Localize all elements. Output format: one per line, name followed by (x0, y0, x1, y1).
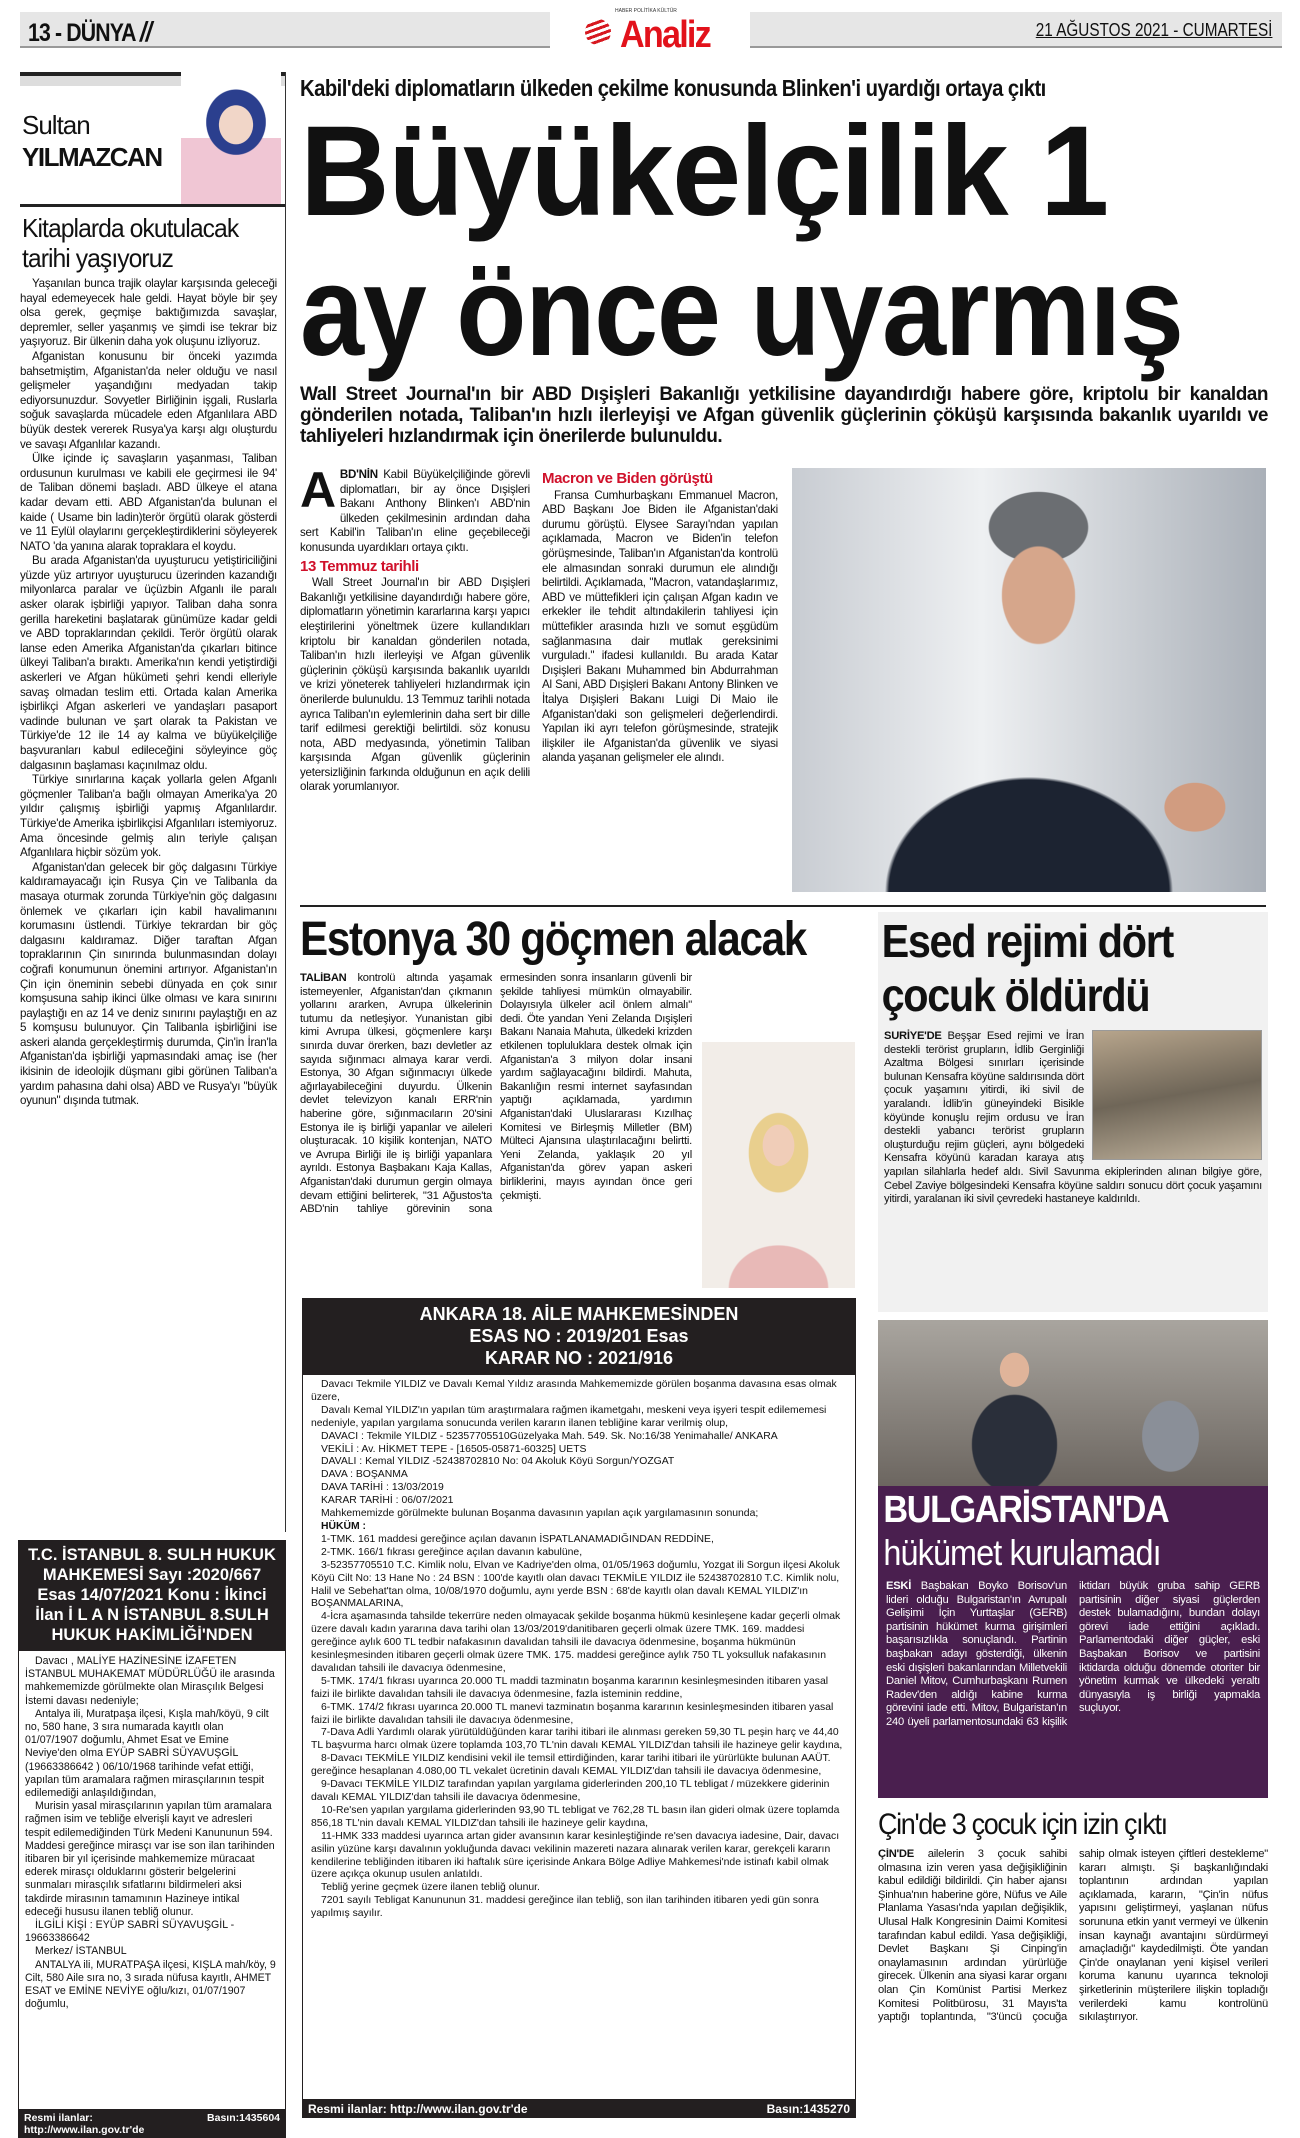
bulgaria-article (878, 1320, 1268, 1798)
notice-paragraph: Antalya ili, Muratpaşa ilçesi, Kışla mah/köyü, 9 cilt no, 580 hane, 3 sıra numarada kayıtlı olan 01/07/1907 doğumlu, Ahmet Esat ve Emine Neviye'den olma EYÜP SABRİ SÜYAVUŞGİL (19663386642 ) 06/10/1968 tarihinde vefat ettiği, yapılan tüm aramalara rağmen mirasçılarının tespit edilemediği anlaşıldığından, (25, 1707, 269, 1800)
notice-paragraph: VEKİLİ : Av. HİKMET TEPE - [16505-05871-60325] UETS (321, 1443, 587, 1455)
notice-paragraph: DAVACI : Tekmile YILDIZ - 52357705510Güzelyaka Mah. 549. Sk. No:16/38 Yenimahalle/ ANKARA (321, 1430, 778, 1442)
subheading: 13 Temmuz tarihli (300, 557, 419, 575)
logo-icon (585, 19, 611, 45)
estonia-article (300, 912, 855, 1292)
notice-paragraph: DAVA TARİHİ : 13/03/2019 (321, 1482, 444, 1494)
notice-footer (302, 2100, 856, 2118)
column-paragraph: Afganistan konusunu bir önceki yazımda bahsetmiştim, Afganistan'da neler olduğu ve nasıl gelişmeler yaşandığını medyadan takip ediyorsunuzdur. Sovyetler Birliğinin işgali, Ruslarla soğuk savaşlarda mücadele eden Afganlılara ABD büyük destek vererek Rusya'ya karşı algı oluşturdu ve savaşı Afganlılar kazandı. (20, 349, 277, 451)
column-paragraph: Afganistan'dan gelecek bir göç dalgasını Türkiye kaldıramayacağı için Rusya Çin ve Talibanla da masaya oturmak zorunda Türkiye'nin göç dalgasını önlemek ve çıkarları için kabil havalimanını korumasını üstlendi. Türkiye tekrardan bir göç dalgasını kaldıramaz. Diğer taraftan Afgan topraklarının Çin sınırında bulunmasından dolayı coğrafi konumunun önemini artırıyor. Afganistan'ın Çin için öneminin sebebi dünyada en çok sınır komşusuna sahip ikinci ülke olması ve kara sınırını paylaştığı en az 14 ve deniz sınırını paylaştığı en az 5 komşusu bulunuyor. Çin Talibanla işbirliğini ise askeri alanda gerçekleştirmiş durumda, Çin'in İran'la Afganistan'da işbirliği yapmasındaki amaç ise (her ikisinin de ideolojik düşmanı gibi görünen Taliban'a yardım pahasına dahi olsa) ABD ve Rusya'yı "büyük oyunun" dışında tutmak. (20, 860, 277, 1108)
page-number: 13 - DÜNYA (28, 19, 135, 47)
section-divider (300, 905, 1266, 907)
drop-cap: A (300, 468, 336, 518)
column-title: Kitaplarda okutulacak tarihi yaşıyoruz (22, 213, 239, 273)
notice-paragraph: Mahkememizde görülmekte bulunan Boşanma davasının yapılan açık yargılamasının sonunda; (321, 1508, 759, 1520)
logo-tagline: HABER POLİTİKA KÜLTÜR (615, 7, 677, 14)
notice-paragraph: 7201 sayılı Tebligat Kanununun 31. maddesi gereğince ilan tebliğ, son ilan tarihinden itibaren yedi gün sonra yapılmış sayılır. (311, 1895, 819, 1920)
notice-footer-link[interactable]: Resmi ilanlar: http://www.ilan.gov.tr'de (308, 2102, 528, 2116)
notice-paragraph: 8-Davacı TEKMİLE YILDIZ kendisini vekil ile temsil ettirdiğinden, karar tarihi itibari ile yürürlükte bulunan AAÜT. gereğince hesaplanan 4.080,00 TL vekalet ücretinin davalı KEMAL YILDIZ'dan tahsili ile davacıya ödenmesine, (311, 1753, 831, 1778)
column-paragraph: Bu arada Afganistan'da uyuşturucu yetiştiriciliğini yüzde yüz artırıyor uyuşturucu üzerinden kazandığı milyonlarca paralar ve üçüzbin Afganlı ile paralı asker olarak işbirliği yapıyor. Taliban daha sonra gerilla hareketini başlatarak günümüze kadar geldi ve ABD topraklarından çekildi. Terör örgütü olarak lanse eden Amerika Afganistan'da çıkarları bitince ülkeyi Taliban'a bıraktı. Amerika'nın kendi yetiştirdiği askerleri ve Afgan hükümeti şehri kendi elleriyle savaş olmadan teslim etti. Ortada kalan Amerika işbirlikçi Afgan askerleri ve yandaşları pasaport vadinde bulunan ve şart olarak ta Pakistan ve Türkiye'de 12 ile 14 ay kalma ve büyükelçiliğe başvuranları kabul edileceğini söyleyince göç dalgasının başlaması kaçınılmaz oldu. (20, 554, 277, 772)
destroyed-classroom-photo (1092, 1030, 1262, 1160)
notice-heading: T.C. İSTANBUL 8. SULH HUKUK MAHKEMESİ Sayı :2020/667 Esas 14/07/2021 Konu : İkinci İlan İ L A N İSTANBUL 8.SULH HUKUK HAKİMLİĞİ'NDEN (18, 1540, 286, 1650)
notice-heading-line: ESAS NO : 2019/201 Esas (469, 1326, 689, 1346)
notice-paragraph: KARAR TARİHİ : 06/07/2021 (321, 1495, 454, 1507)
notice-press-code: Basın:1435270 (766, 2102, 850, 2116)
notice-paragraph: 7-Dava Adli Yardımlı olarak yürütüldüğünden karar tarihi itibari ile alınması gereken 59,30 TL peşin harç ve 44,40 TL başvurma harcı olmak üzere toplamda 103,70 TL'nin davalı KEMAL YILDIZ'dan tahsili ile hazineye gelir kaydına, (311, 1727, 843, 1752)
article-headline-line-2: ay önce uyarmış (300, 240, 1183, 383)
bulgaria-headline-line-2: hükümet kurulamadı (883, 1532, 1161, 1573)
author-photo (181, 72, 281, 204)
article-kicker: Kabil'deki diplomatların ülkeden çekilme konusunda Blinken'i uyardığı ortaya çıktı (300, 75, 1046, 101)
notice-paragraph: 3-52357705510 T.C. Kimlik nolu, Elvan ve Kadriye'den olma, 01/05/1963 doğumlu, Yozgat ili Sorgun ilçesi Akoluk Köyü Cilt No: 13 Hane No : 24 BSN : 100'de kayıtlı olan davacı TEKMİLE YILDIZ ile 52438702810 T.C. Kimlik nolu, Halil ve Sebehat'tan olma, 10/08/1970 doğumlu, aynı yerde BSN : 68'de kayıtlı olan davalı KEMAL YILDIZ'ın BOŞANMALARINA, (311, 1559, 840, 1610)
bulgaria-headline-line-1: BULGARİSTAN'DA (883, 1489, 1169, 1531)
bulgaria-body (878, 1574, 1268, 1796)
issue-date: 21 AĞUSTOS 2021 - CUMARTESİ (1035, 20, 1272, 40)
column-paragraph: Ülke içinde iç savaşların yaşanması, Taliban ordusunun kurulması ve kabili ele geçirmesi ile 94' de Taliban dönemi başladı. ABD ülkeye el atana kadar devam etti. ABD Afganistan'da bulunan el kaide ( Usame bin ladin)terör örgütü olarak gösterdi ve 11 Eylül olaylarını gerçekleştirdiklerini söyleyerek NATO 'da yanına alarak topraklara el koydu. (20, 452, 277, 553)
notice-body (18, 1650, 286, 2110)
notice-paragraph: ANTALYA ili, MURATPAŞA ilçesi, KIŞLA mah/köy, 9 Cilt, 580 Aile sıra no, 3 sırada nüfusa kayıtlı, AHMET ESAT ve EMİNE NEVİYE oğlu/kızı, 01/07/1907 doğumlu, (25, 1958, 276, 2011)
newspaper-logo (550, 7, 750, 56)
column-body (20, 277, 285, 1522)
notice-heading-line: KARAR NO : 2021/916 (484, 1348, 674, 1368)
syria-article (878, 912, 1268, 1312)
opinion-column (20, 72, 286, 1532)
syria-text: Beşşar Esed rejimi ve İran destekli terörist grupların, İdlib Gerginliği Azaltma Bölgesi sınırları içerisinde bulunan Kensafra köyüne saldırısında dört çocuk yaşamını yitirdi, iki sivil de yaralandı. İdlib'in güneyindeki Bisikle köyünde konuşlu rejim ordusu ve İran destekli yabancı terörist grupların oluşturduğu rejim güçleri, aynı bölgedeki Kensafra köyünü karadan karaya atış yapılan silahlarla hedef aldı. Sivil Savunma ekiplerinden alınan bilgiye göre, Cebel Zaviye bölgesindeki Kensafra köyüne saldırı sonucu dört çocuk yaşamını yitirdi, yaralanan iki sivil çevredeki hastaneye kaldırıldı. (884, 1030, 1262, 1206)
estonia-headline: Estonya 30 göçmen alacak (300, 913, 806, 966)
article-paragraph: Fransa Cumhurbaşkanı Emmanuel Macron, ABD Başkanı Joe Biden ile Afganistan'daki durumu görüştü. Elysee Sarayı'ndan yapılan açıklamada, Macron ve Biden'in telefon görüşmesinde, Taliban'ın Afganistan'da kontrolü ele almasından sonraki durumun ele alındığı belirtildi. Açıklamada, "Macron, vatandaşlarımız, ABD ve müttefikleri için çalışan Afgan kadın ve erkekler ile tehdit altındakilerin tahliyesi için müttefikler arasında hızlı ve somut eşgüdüm sağlanmasına dair mutlak gereksinimi vurguladı." ifadesi kullanıldı. Bu arada Katar Dışişleri Bakanı Muhammed bin Abdurrahman Al Sani, ABD Dışişleri Bakanı Antony Blinken ve İtalya Dışişleri Bakanı Luigi Di Maio ile Afganistan'daki son gelişmeleri değerlendirdi. Yapılan iki ayrı telefon görüşmesinde, stratejik ilişkiler ile Afganistan'da güvenlik ve siyasi alanda yaşanan gelişmeler ele alındı. (542, 488, 778, 765)
borisov-voting-photo (878, 1320, 1268, 1486)
logo-text: Analiz (620, 13, 710, 56)
notice-paragraph: 10-Re'sen yapılan yargılama giderlerinden 93,90 TL tebligat ve 762,28 TL basın ilan gideri olmak üzere toplamda 856,18 TL'nin davalı KEMAL YILDIZ'dan tahsili ile hazineye gelir kaydına, (311, 1804, 840, 1829)
istanbul-court-notice (18, 1540, 286, 2136)
notice-heading (302, 1298, 856, 1374)
subheading: Macron ve Biden görüştü (542, 470, 713, 487)
intro-text: Kabil Büyükelçiliğinde görevli diplomatları, bir ay önce Dışişleri Bakanı Anthony Blinken'ı ABD'nin ülkeden çekilmesinin ardından daha sert Kabil'in Taliban'ın eline geçebileceği konusunda uyardıkları ortaya çıktı. (300, 468, 530, 554)
ankara-court-notice (302, 1298, 856, 2124)
article-column-2 (542, 468, 778, 898)
lead-bold: ESKİ (886, 1580, 912, 1592)
lead-bold: TALİBAN (300, 972, 347, 984)
article-lead: Wall Street Journal'ın bir ABD Dışişleri Bakanlığı yetkilisine dayandırdığı habere göre, kriptolu bir kanaldan gönderilen notada, Taliban'ın hızlı ilerleyişi ve Afgan güvenlik güçlerinin çöküşü karşısında bakanlık uyarıldı ve tahliyeleri hızlandırmak için önerilerde bulunuldu. (300, 384, 1268, 447)
slashes: // (139, 16, 152, 47)
notice-paragraph: 11-HMK 333 maddesi uyarınca artan gider avansının karar kesinleştiğinde re'sen davacıya iadesine, Dair, davacı asilin yüzüne karşı davalının yokluğunda davacı vekilinin mazereti nazara alınarak verilen karar, gerekçeli kararın kendilerine tebliğinden itibaren iki haftalık süre içerisinde Ankara Bölge Adliye Mahkemesi'nde istinafı kabil olmak üzere açıkça okunup usulen anlatıldı. (311, 1830, 840, 1881)
notice-paragraph: Merkez/ İSTANBUL (35, 1945, 127, 1958)
notice-paragraph: Davalı Kemal YILDIZ'ın yapılan tüm araştırmalara rağmen ikametgahı, meskeni veya işyeri tespit edilememesi nedeniyle, yapılan yargılama sonucunda verilen kararın ilanen tebliğine karar verilmiş olup, (311, 1404, 827, 1429)
page-header (20, 7, 1282, 56)
intro-bold: BD'NİN (339, 468, 378, 481)
bulgaria-text: Başbakan Boyko Borisov'un lideri olduğu Bulgaristan'ın Avrupalı Gelişimi İçin Yurttaşlar (GERB) partisinin hükümet kurma girişimleri başarısızlıkla sonuçlandı. Partinin başbakan adayı gösterdiği, ülkenin eski dışişleri bakanlarından Milletvekili Daniel Mitov, Cumhurbaşkanı Rumen Radev'den aldığı kabine kurma görevini iade etti. Mitov, Bulgaristan'ın 240 üyeli parlamentosundaki 63 kişilik iktidarı büyük gruba sahip GERB partisinin diğer siyasi güçlerden destek bulamadığını, bundan dolayı görevi iade ettiğini açıkladı. Parlamentodaki diğer güçler, eski Başbakan Borisov ve partisini iktidarda olduğu dönemde otoriter bir yönetim kurmak ve ülkedeki yeraltı dünyasıyla iş birliği yapmakla suçluyor. (886, 1580, 1260, 1728)
notice-paragraph: İLGİLİ KİŞİ : EYÜP SABRİ SÜYAVUŞGİL - 19663386642 (25, 1919, 235, 1945)
estonia-body (300, 972, 692, 1292)
article-paragraph: Wall Street Journal'ın bir ABD Dışişleri Bakanlığı yetkilisine dayandırdığı habere göre, diplomatların yönetimin kararlarına karşı yapıcı eleştirilerini yöneltmek üzere kullandıkları kriptolu bir kanaldan gönderilen notada, Taliban'ın hızlı ilerleyişi ve Afgan güvenlik güçlerinin çöküşü karşısında bakanlık uyarıldı ve krizi yöneterek tahliyeleri hızlandırmak için önerilerde bulunuldu. 13 Temmuz tarihli notada ayrıca Taliban'ın eylemlerinin daha sert bir dille tarif edilmesi gerektiği belirtildi. söz konusu nota, ABD medyasında, yönetimin Taliban karşısında Afgan güvenlik güçlerinin yetersizliğinin farkında olduğunun en açık delili olarak yorumlanıyor. (300, 576, 530, 794)
china-headline: Çin'de 3 çocuk için izin çıktı (878, 1808, 1167, 1841)
column-paragraph: Yaşanılan bunca trajik olaylar karşısında geleceği hayal edemeyecek hale geldi. Hayat böyle bir şey olsa gerek, geçmişe baktığımızda savaşlar, depremler, seller yaşanmış ve şimdi ise tekrar biz yaşıyoruz. Bir ülkenin daha yok oluşunu izliyoruz. (20, 277, 277, 349)
syria-body (878, 1024, 1268, 1310)
china-text: ailelerin 3 çocuk sahibi olmasına izin veren yasa değişikliğinin kabul edildiği bildirildi. Çin haber ajansı Şinhua'nın haberine göre, Nüfus ve Aile Planlama Yasası'nda yapılan değişiklik, Ulusal Halk Kongresinin Daimi Komitesi tarafından kabul edildi. Yasa değişikliği, Devlet Başkanı Şi Cinping'in onaylamasının ardından yürürlüğe girecek. Ülkenin ana siyasi karar organı olan Çin Komünist Partisi Merkez Komitesi Politbürosu, 31 Mayıs'ta yaptığı toplantında, "3'üncü çocuğa sahip olmak isteyen çiftleri destekleme" kararı almıştı. Şi başkanlığındaki toplantının ardından yapılan açıklamada, kararın, "Çin'in nüfus yapısını geliştirmeyi, yaşlanan nüfus sorununa etkin yanıt vermeyi ve ülkenin insan kaynağı avantajını sürdürmeyi amaçladığı" kaydedilmişti. Öte yandan Çin'de onaylanan yeni kişisel verileri koruma kanunu uyarınca teknoloji şirketlerinin müşterilere ilişkin topladığı verilerdeki kamu kontrolünü sıkılaştırıyor. (878, 1848, 1268, 2024)
page-section-label (28, 16, 151, 48)
syria-headline: Esed rejimi dört çocuk öldürdü (881, 915, 1173, 1021)
notice-paragraph: 6-TMK. 174/2 fıkrası uyarınca 20.000 TL manevi tazminatın boşanma kararının kesinleşmesinden itibaren yasal faizi ile birlikte davalıdan tahsili ile davacıya ödenmesine, (311, 1701, 834, 1726)
notice-paragraph: HÜKÜM : (321, 1520, 367, 1532)
notice-press-code: Basın:1435604 (207, 2112, 280, 2124)
notice-paragraph: 5-TMK. 174/1 fıkrası uyarınca 20.000 TL maddi tazminatın boşanma kararının kesinleşmesinden itibaren yasal faizi ile birlikte davalıdan tahsili ile davacıya ödenmesine, fazla isteminin reddine, (311, 1675, 829, 1700)
article-headline-line-1: Büyükelçilik 1 (300, 100, 1108, 243)
blinken-photo (792, 468, 1266, 892)
author-box (20, 72, 285, 207)
notice-paragraph: 1-TMK. 161 maddesi gereğince açılan davanın İSPATLANAMADIĞINDAN REDDİNE, (321, 1533, 714, 1545)
author-first-name: Sultan (22, 110, 90, 140)
article-column-1 (300, 468, 530, 898)
notice-paragraph: DAVA : BOŞANMA (321, 1469, 408, 1481)
notice-paragraph: 9-Davacı TEKMİLE YILDIZ tarafından yapılan yargılama giderlerinden 200,10 TL tebligat / müzekkere giderinin davalı KEMAL YILDIZ'dan tahsili ile davacıya ödenmesine, (311, 1779, 830, 1803)
kaja-kallas-photo (702, 1042, 855, 1288)
author-last-name: YILMAZCAN (22, 142, 162, 172)
notice-paragraph: 4-İcra aşamasında tahsilde tekerrüre neden olmayacak şekilde boşanma hükmü kesinleşene kadar geçerli olmak üzere davalı kadın yararına dava tarihi olan 13/03/2019'danitibaren geçerli olmak üzere TMK. 169. maddesi gereğince aylık 600 TL tedbir nafakasının davalıdan tahsili ile davacıya ödenmesine, boşanma hükmünün kesinleşmesinden itibaren geçerli olmak üzere TMK. 175. maddesi gereğince aylık 750 TL yoksulluk nafakasının davalıdan tahsili ile davacıya ödenmesine, (311, 1611, 841, 1674)
lead-bold: SURİYE'DE (884, 1030, 942, 1042)
notice-paragraph: Tebliğ yerine geçmek üzere ilanen tebliğ olunur. (321, 1882, 540, 1894)
estonia-text: kontrolü altında yaşamak istemeyenler, Afganistan'dan çıkmanın yollarını ararken, Avrupa ülkelerinin tutumu da netleşiyor. Yunanistan gibi kimi Avrupa ülkesi, göçmenlere karşı sınırda duvar örerken, bazı devletler az sayıda sığınmacı almaya karar verdi. Estonya, 30 Afgan sığınmacıyı ülkede ağırlayabileceğini duyurdu. Ülkenin devlet televizyon kanalı ERR'nin haberine göre, sığınmacıların 20'sini Estonya ile iş birliği yapanlar ve aileleri oluşturacak. 10 kişilik kontenjan, NATO ve Avrupa Birliği ile iş birliği yapanlara ayrıldı. Estonya Başbakanı Kaja Kallas, Afganistan'daki durumun gergin olmaya devam ettiğini belirterek, "31 Ağustos'ta ABD'nin tahliye görevinin sona ermesinden sonra insanların güvenli bir şekilde tahliyesi mümkün olmayabilir. Dolayısıyla ülkeler acil önlem almalı" dedi. Öte yandan Yeni Zelanda Dışişleri Bakanı Nanaia Mahuta, ülkedeki krizden etkilenen topluluklara destek olmak için Afganistan'a 3 milyon dolar insani yardım sağlayacağını bildirdi. Mahuta, Bakanlığın resmi internet sayfasından yaptığı açıklamada, yardımın Afganistan'daki Uluslararası Kızılhaç Komitesi ve Birleşmiş Milletler (BM) Mülteci Ajansına ulaştırılacağını belirtti. Yeni Zelanda, yaklaşık 20 yıl Afganistan'da görev yapan askeri birliklerini, mayıs ayından önce geri çekmişti. (300, 972, 692, 1216)
column-paragraph: Türkiye sınırlarına kaçak yollarla gelen Afganlı göçmenler Taliban'a bağlı olmayan Amerika'ya 20 yıldır çalışmış işbirliği yapmış Afganlılardır. Türkiye'de Amerika işbirlikçisi Afganlıları istemiyoruz. Ama öncesinde gelmiş alın teriyle çalışan Afganlılara hiçbir sözüm yok. (20, 773, 277, 860)
main-article (300, 72, 1268, 902)
notice-body (302, 1374, 856, 2100)
notice-footer-link[interactable]: Resmi ilanlar: http://www.ilan.gov.tr'de (24, 2112, 145, 2136)
lead-bold: ÇİN'DE (878, 1848, 914, 1860)
notice-paragraph: 2-TMK. 166/1 fıkrası gereğince açılan davanın kabulüne, (321, 1546, 583, 1558)
china-article (878, 1806, 1268, 2124)
notice-heading-line: ANKARA 18. AİLE MAHKEMESİNDEN (419, 1304, 739, 1324)
notice-paragraph: Davacı Tekmile YILDIZ ve Davalı Kemal Yıldız arasında Mahkememizde görülen boşanma davasına esas olmak üzere, (311, 1379, 837, 1403)
notice-paragraph: Davacı , MALİYE HAZİNESİNE İZAFETEN İSTANBUL MUHAKEMAT MÜDÜRLÜĞÜ ile arasında mahkememizde görülmekte olan Mirasçılık Belgesi İstemi davası nedeniyle; (25, 1655, 275, 1707)
notice-paragraph: DAVALI : Kemal YILDIZ -52438702810 No: 04 Akoluk Köyü Sorgun/YOZGAT (321, 1456, 675, 1468)
notice-paragraph: Murisin yasal mirasçılarının yapılan tüm aramalara rağmen isim ve tebliğe elverişli kayıt ve adresleri tespit edilemediğinden Türk Medeni Kanununun 594. Maddesi gereğince mirasçı var ise son ilan tarihinden itibaren bir yıl içerisinde mahkememize müracaat ederek mirasçı olduklarını gösterir belgelerini sunmaları mirasçılık sıfatlarını bildirmeleri aksi takdirde mirasının tamamının Hazineye intikal edeceği hususu ilanen tebliğ olunur. (25, 1800, 275, 1918)
china-body (878, 1848, 1268, 2120)
